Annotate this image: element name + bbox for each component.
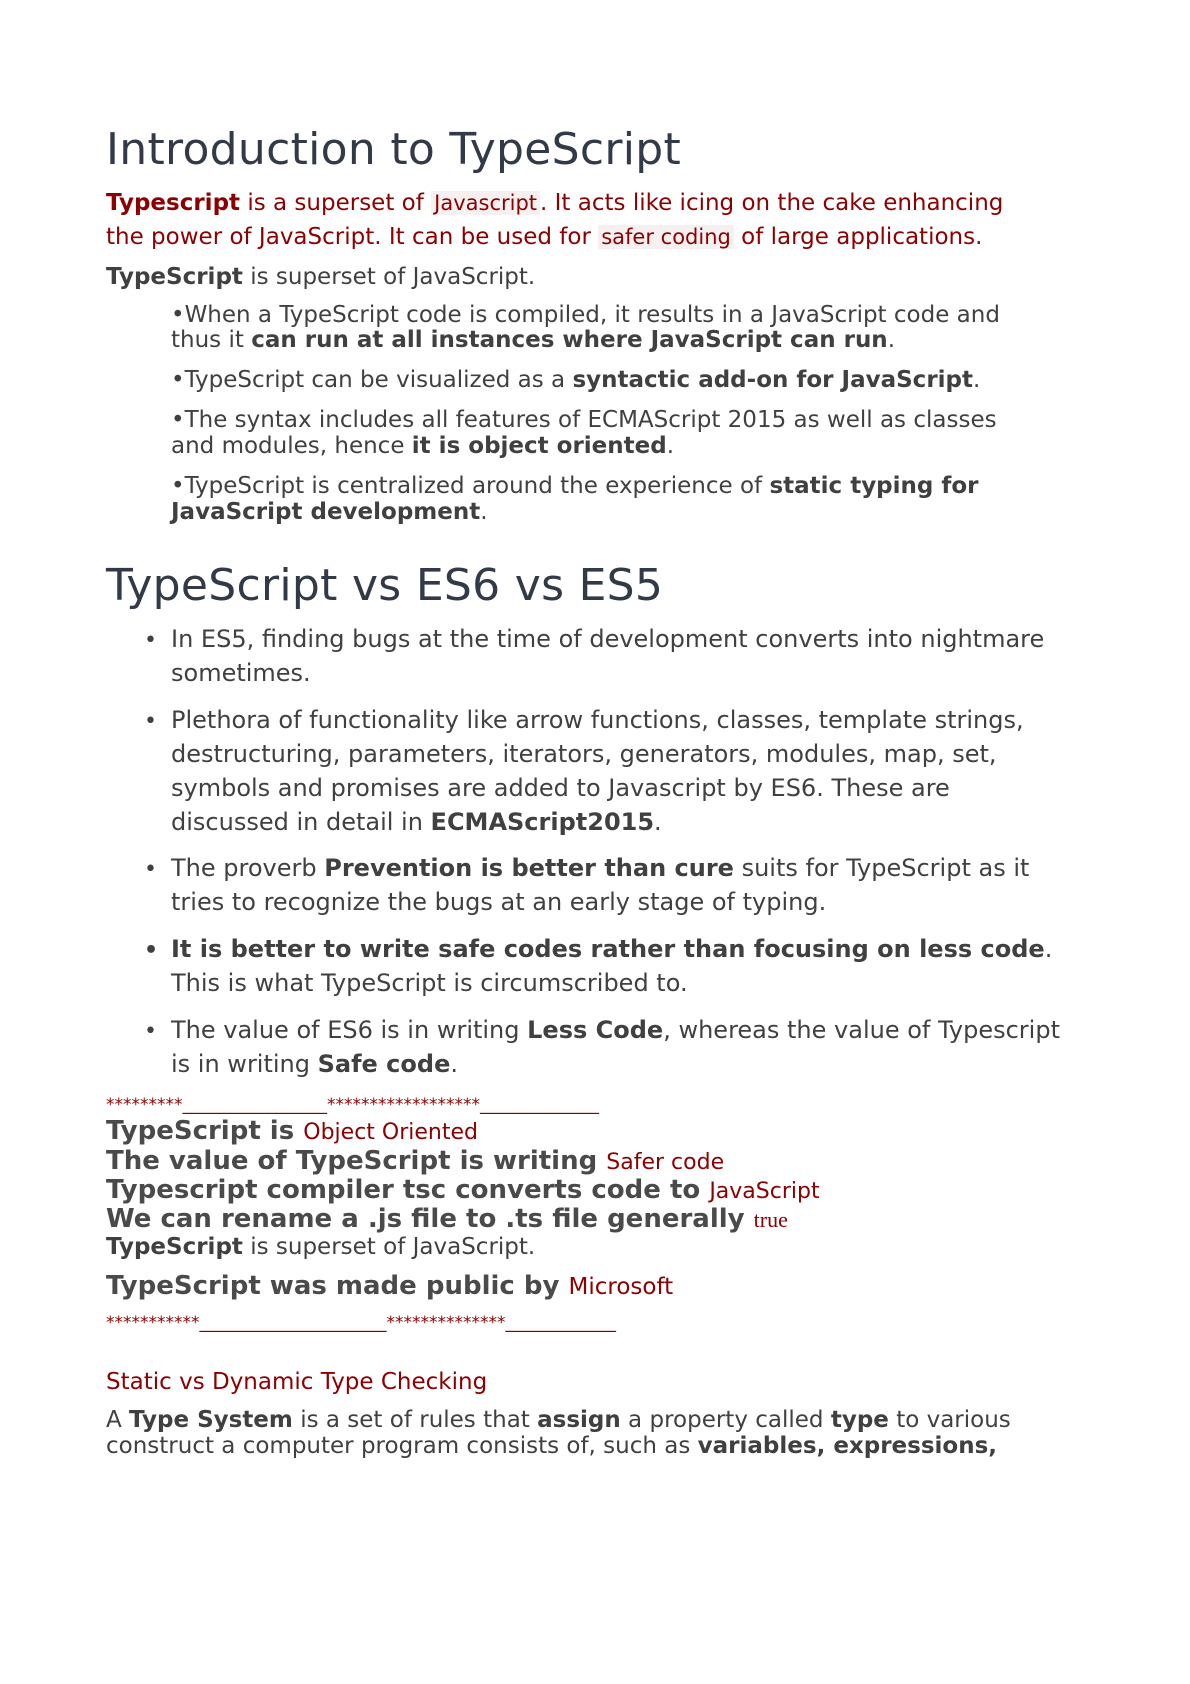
bold-text: JavaScript development: [171, 499, 481, 525]
bold-text: syntactic add-on for JavaScript: [572, 367, 974, 393]
quiz-question: Typescript compiler tsc converts code to: [106, 1175, 701, 1205]
small-bullet-1-line-1: •When a TypeScript code is compiled, it results in a JavaScript code and: [171, 302, 1000, 328]
bullet-1-line-2: sometimes.: [171, 659, 311, 687]
section-title: TypeScript vs ES6 vs ES5: [106, 560, 664, 611]
text: construct a computer program consists of, such as: [106, 1433, 698, 1459]
intro-text: is a superset of: [240, 190, 432, 216]
text: The proverb: [171, 854, 325, 882]
bold-text: ECMAScript2015: [430, 808, 655, 836]
inline-code-safer-coding: safer coding: [598, 225, 734, 249]
intro-line-2: [106, 224, 982, 250]
text: .: [973, 367, 981, 393]
superset-bold: TypeScript: [106, 264, 243, 290]
superset-line-2: [106, 1234, 535, 1260]
intro-text: the power of JavaScript. It can be used for: [106, 224, 599, 250]
superset-text: is superset of JavaScript.: [242, 264, 536, 290]
text: .: [1044, 935, 1053, 963]
bullet-marker: •: [144, 1019, 157, 1044]
small-bullet-3-line-1: •The syntax includes all features of ECMAScript 2015 as well as classes: [171, 407, 997, 433]
bullet-3-line-2: tries to recognize the bugs at an early stage of typing.: [171, 888, 827, 916]
bold-text: Safe code: [317, 1050, 451, 1078]
quiz-question: We can rename a .js file to .ts file generally: [106, 1204, 745, 1234]
superset-bold: TypeScript: [106, 1234, 243, 1260]
subheading: Static vs Dynamic Type Checking: [106, 1369, 488, 1395]
bold-text: type: [830, 1407, 889, 1433]
bullet-marker: •: [144, 857, 157, 882]
divider-line: *********_________________******************______________: [106, 1095, 599, 1115]
bold-text: it is object oriented: [411, 433, 667, 459]
inline-code-javascript: Javascript: [431, 191, 540, 215]
bullet-2-line-4: [171, 808, 662, 836]
bold-text: variables, expressions,: [697, 1433, 998, 1459]
text: is in writing: [171, 1050, 318, 1078]
quiz-answer: JavaScript: [709, 1179, 820, 1204]
text: a property called: [620, 1407, 831, 1433]
bold-text: static typing for: [769, 473, 979, 499]
type-system-line-1: [106, 1407, 1011, 1433]
bullet-1-line-1: In ES5, finding bugs at the time of development converts into nightmare: [171, 625, 1045, 653]
quiz-line-1: [106, 1116, 478, 1146]
quiz-answer: Object Oriented: [303, 1120, 478, 1145]
divider-line: ***********______________________**************_____________: [106, 1313, 616, 1333]
quiz-answer: true: [753, 1207, 788, 1232]
small-bullet-3-line-2: [171, 433, 674, 459]
bullet-5-line-1: [171, 1016, 1060, 1044]
text: thus it: [171, 327, 252, 353]
intro-bold: Typescript: [106, 190, 241, 216]
superset-text: is superset of JavaScript.: [242, 1234, 536, 1260]
text: is a set of rules that: [292, 1407, 538, 1433]
text: •TypeScript can be visualized as a: [171, 367, 573, 393]
type-system-line-2: [106, 1433, 997, 1459]
quiz-answer: Safer code: [606, 1150, 725, 1175]
quiz-line-4: [106, 1204, 788, 1234]
text: discussed in detail in: [171, 808, 431, 836]
bold-text: can run at all instances where JavaScript can run: [251, 327, 888, 353]
small-bullet-4-line-2: [171, 499, 488, 525]
bold-text: Prevention is better than cure: [324, 854, 734, 882]
bullet-marker: •: [144, 709, 157, 734]
text: .: [450, 1050, 458, 1078]
text: .: [887, 327, 895, 353]
quiz-question: TypeScript was made public by: [106, 1271, 560, 1301]
text: The value of ES6 is in writing: [171, 1016, 528, 1044]
text: A: [106, 1407, 130, 1433]
bullet-4-line-1: [171, 935, 1052, 963]
text: to various: [888, 1407, 1011, 1433]
text: .: [666, 433, 675, 459]
bullet-2-line-3: symbols and promises are added to Javascript by ES6. These are: [171, 774, 950, 802]
text: suits for TypeScript as it: [733, 854, 1030, 882]
bullet-2-line-1: Plethora of functionality like arrow functions, classes, template strings,: [171, 706, 1024, 734]
bold-text: It is better to write safe codes rather than focusing on less code: [171, 935, 1045, 963]
text: .: [480, 499, 488, 525]
intro-text: . It acts like icing on the cake enhancing: [540, 190, 1004, 216]
text: .: [654, 808, 662, 836]
quiz-question: TypeScript is: [106, 1116, 295, 1146]
bullet-5-line-2: [171, 1050, 458, 1078]
intro-text: of large applications.: [733, 224, 983, 250]
bullet-3-line-1: [171, 854, 1029, 882]
small-bullet-1-line-2: [171, 327, 895, 353]
quiz-line-2: [106, 1146, 724, 1176]
bullet-2-line-2: destructuring, parameters, iterators, generators, modules, map, set,: [171, 740, 997, 768]
quiz-answer: Microsoft: [568, 1274, 674, 1300]
bold-text: Less Code: [527, 1016, 664, 1044]
bullet-4-line-2: This is what TypeScript is circumscribed to.: [171, 969, 688, 997]
bullet-marker: •: [144, 628, 157, 653]
bold-text: assign: [537, 1407, 621, 1433]
bullet-marker: •: [144, 938, 159, 963]
quiz-line-3: [106, 1175, 820, 1205]
text: , whereas the value of Typescript: [663, 1016, 1060, 1044]
page-title: Introduction to TypeScript: [106, 124, 682, 175]
superset-line: [106, 264, 535, 290]
public-line: [106, 1271, 673, 1301]
intro-line-1: [106, 190, 1003, 216]
small-bullet-2: [171, 367, 980, 393]
quiz-question: The value of TypeScript is writing: [106, 1146, 598, 1176]
text: and modules, hence: [171, 433, 412, 459]
text: •TypeScript is centralized around the experience of: [171, 473, 770, 499]
small-bullet-4-line-1: [171, 473, 979, 499]
bold-text: Type System: [129, 1407, 293, 1433]
